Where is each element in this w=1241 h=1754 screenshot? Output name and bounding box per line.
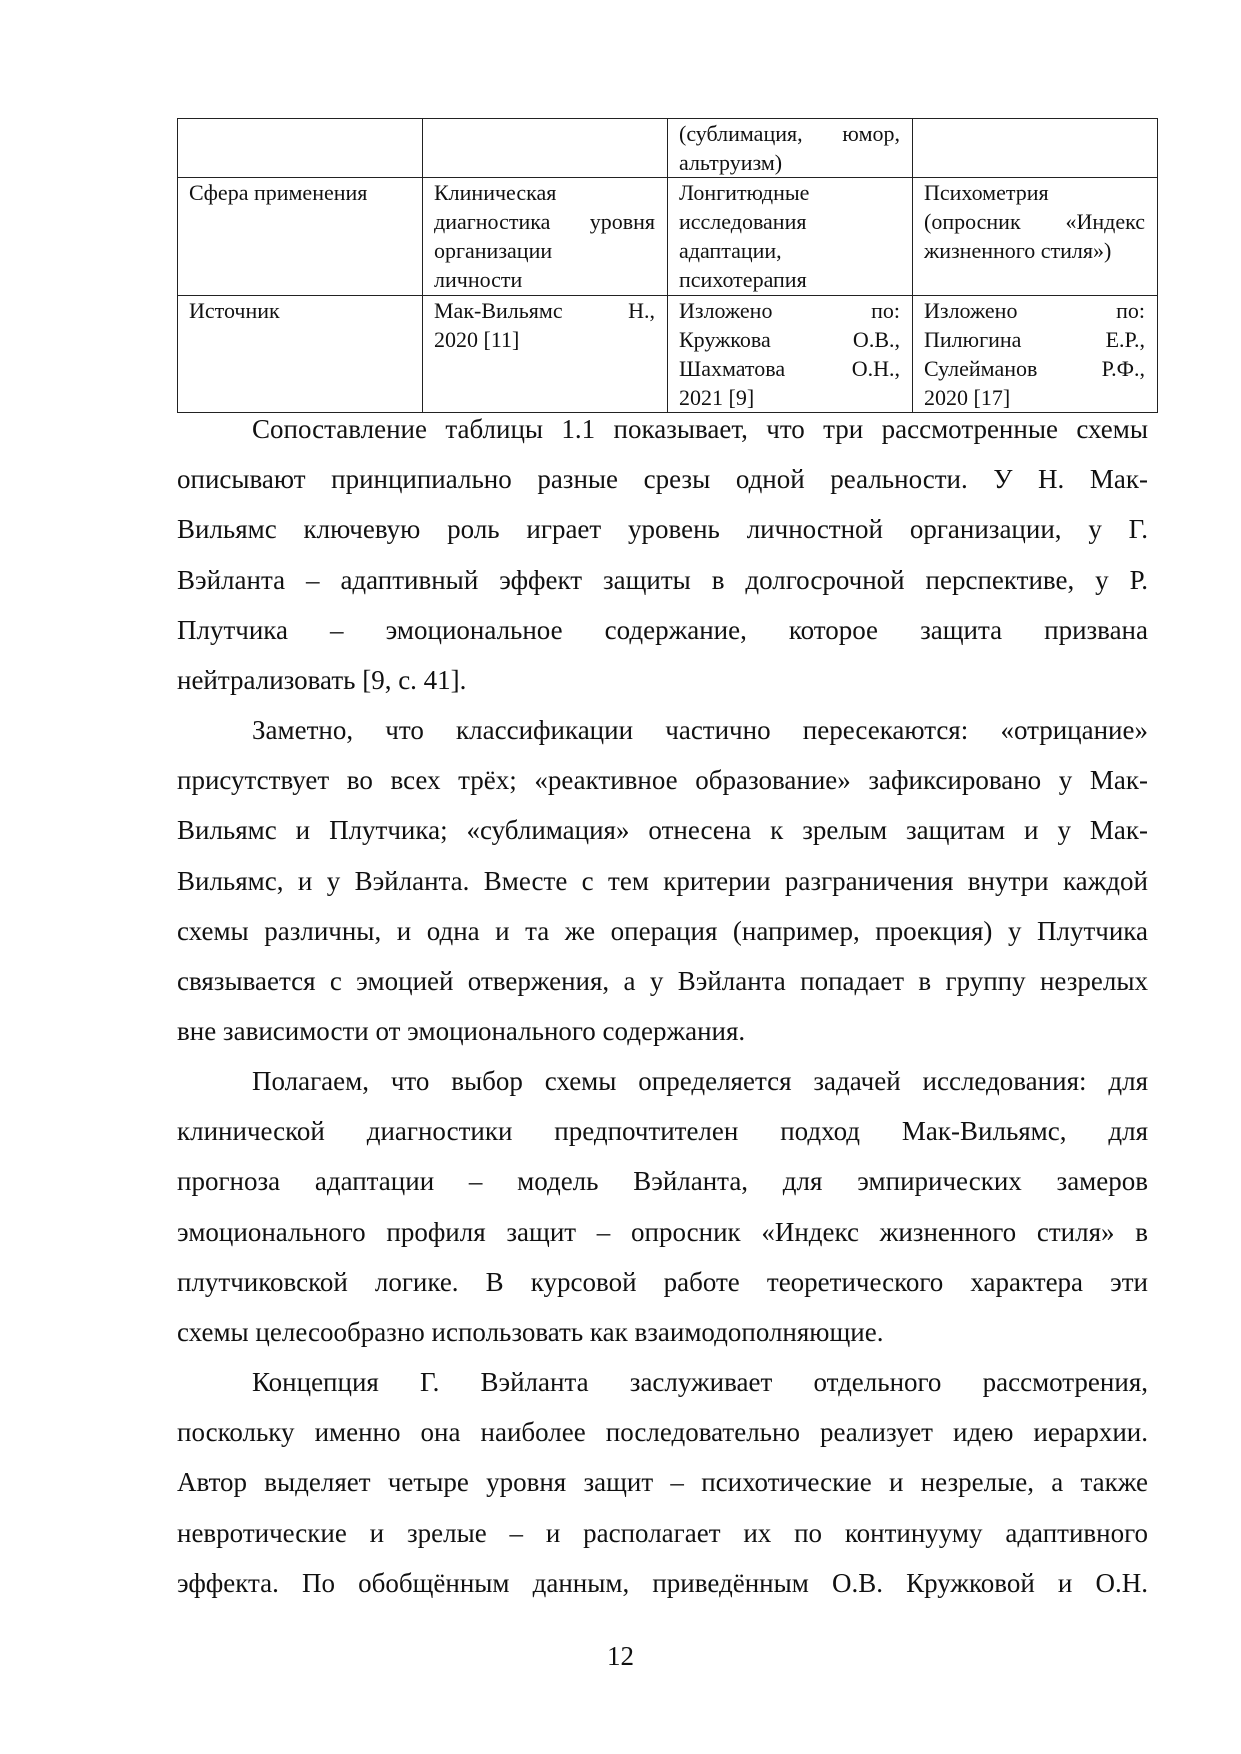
text-line: плутчиковской логике. В курсовой работе теоретического характера эти [177,1266,1148,1297]
cell-line: (опросник «Индекс [924,209,1145,234]
table-cell [423,119,668,178]
paragraph-3 [177,1056,1148,1357]
cell-line: личности [434,267,523,292]
table-cell [913,296,1158,413]
cell-line: Лонгитюдные [679,180,810,205]
cell-line: Изложено по: [924,298,1145,323]
cell-line: 2021 [9] [679,385,755,410]
cell-line: альтруизм) [679,150,783,175]
cell-line: 2020 [17] [924,385,1011,410]
text-line: Автор выделяет четыре уровня защит – психотические и незрелые, а также [177,1467,1148,1498]
text-line: нейтрализовать [9, с. 41]. [177,665,467,696]
text-line: эмоционального профиля защит – опросник «Индекс жизненного стиля» в [177,1216,1148,1247]
text-line: поскольку именно она наиболее последовательно реализует идею иерархии. [177,1417,1148,1448]
text-line: вне зависимости от эмоционального содержания. [177,1016,746,1047]
cell-line: Сулейманов Р.Ф., [924,356,1145,381]
text-line: Заметно, что классификации частично пересекаются: «отрицание» [252,715,1148,745]
table-cell [913,178,1158,296]
cell-line: Изложено по: [679,298,900,323]
text-line: присутствует во всех трёх; «реактивное образование» зафиксировано у Мак- [177,765,1148,796]
cell-line: организации [434,238,553,263]
cell-line: (сублимация, юмор, [679,121,900,146]
text-line: Полагаем, что выбор схемы определяется задачей исследования: для [252,1066,1148,1096]
text-line: схемы целесообразно использовать как взаимодополняющие. [177,1317,884,1348]
cell-line: Источник [189,298,280,323]
table-cell [178,119,423,178]
table-cell [668,296,913,413]
table-cell [913,119,1158,178]
text-line: Плутчика – эмоциональное содержание, которое защита призвана [177,614,1148,645]
text-line: Сопоставление таблицы 1.1 показывает, что три рассмотренные схемы [252,414,1148,444]
cell-line: Психометрия [924,180,1049,205]
text-line: описывают принципиально разные срезы одной реальности. У Н. Мак- [177,464,1148,495]
table-row [178,119,1158,178]
text-line: клинической диагностики предпочтителен подход Мак-Вильямс, для [177,1116,1148,1147]
table-cell [423,296,668,413]
cell-line: Пилюгина Е.Р., [924,327,1145,352]
text-line: схемы различны, и одна и та же операция (например, проекция) у Плутчика [177,915,1148,946]
cell-line: жизненного стиля») [924,238,1112,263]
text-line: Вэйланта – адаптивный эффект защиты в долгосрочной перспективе, у Р. [177,564,1148,595]
table-cell [668,178,913,296]
paragraph-4 [177,1357,1148,1608]
text-line: Концепция Г. Вэйланта заслуживает отдельного рассмотрения, [252,1367,1148,1397]
page-number: 12 [607,1641,634,1671]
text-line: прогноза адаптации – модель Вэйланта, для эмпирических замеров [177,1166,1148,1197]
text-line: Вильямс ключевую роль играет уровень личностной организации, у Г. [177,514,1148,545]
cell-line: Шахматова О.Н., [679,356,900,381]
table-row [178,296,1158,413]
cell-line: Мак-Вильямс Н., [434,298,655,323]
paragraph-1 [177,404,1148,705]
cell-line: Сфера применения [189,180,368,205]
comparison-table-fragment [177,118,1158,413]
cell-line: диагностика уровня [434,209,655,234]
cell-line: исследования [679,209,807,234]
table-cell [668,119,913,178]
text-line: Вильямс и Плутчика; «сублимация» отнесена к зрелым защитам и у Мак- [177,815,1148,846]
text-line: Вильямс, и у Вэйланта. Вместе с тем критерии разграничения внутри каждой [177,865,1148,896]
text-line: связывается с эмоцией отвержения, а у Вэйланта попадает в группу незрелых [177,966,1148,997]
text-line: невротические и зрелые – и располагает их по континууму адаптивного [177,1517,1148,1548]
cell-line: психотерапия [679,267,807,292]
table-row [178,178,1158,296]
text-line: эффекта. По обобщённым данным, приведённым О.В. Кружковой и О.Н. [177,1567,1148,1598]
cell-line: Клиническая [434,180,557,205]
cell-line: 2020 [11] [434,327,520,352]
cell-line: Кружкова О.В., [679,327,900,352]
cell-line: адаптации, [679,238,782,263]
table-cell [423,178,668,296]
table-cell-label [178,296,423,413]
table-cell-label [178,178,423,296]
paragraph-2 [177,705,1148,1056]
